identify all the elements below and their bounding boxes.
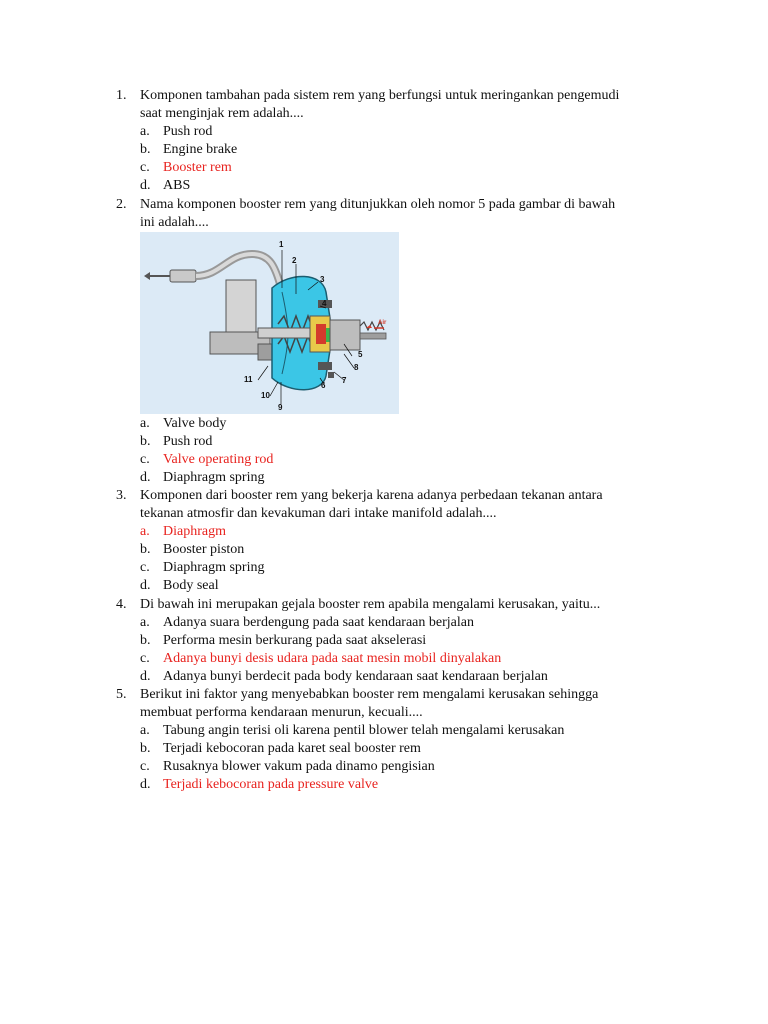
option-letter: d. bbox=[140, 578, 151, 593]
diagram-label-2: 2 bbox=[292, 256, 297, 265]
question-text: Komponen tambahan pada sistem rem yang berfungsi untuk meringankan pengemudi bbox=[140, 88, 620, 103]
option-text: Performa mesin berkurang pada saat akselerasi bbox=[163, 633, 427, 648]
brake-booster-diagram bbox=[140, 232, 399, 414]
option-letter: a. bbox=[140, 723, 150, 738]
question-text: Komponen dari booster rem yang bekerja karena adanya perbedaan tekanan antara bbox=[140, 488, 603, 503]
option-text: Push rod bbox=[163, 434, 213, 449]
question-4 bbox=[0, 596, 768, 686]
option-letter: b. bbox=[140, 542, 151, 557]
option-text-correct: Valve operating rod bbox=[163, 452, 274, 467]
option-text: Adanya bunyi berdecit pada body kendaraan saat kendaraan berjalan bbox=[163, 669, 548, 684]
question-number: 3. bbox=[116, 488, 127, 503]
option-text-correct: Diaphragm bbox=[163, 524, 226, 539]
question-number: 4. bbox=[116, 597, 127, 612]
diagram-label-air: Air bbox=[378, 320, 387, 326]
question-2-options bbox=[0, 415, 768, 487]
option-letter: b. bbox=[140, 142, 151, 157]
option-text: Push rod bbox=[163, 124, 213, 139]
diagram-label-5: 5 bbox=[358, 350, 363, 359]
option-b bbox=[0, 541, 768, 559]
option-a-answer bbox=[0, 523, 768, 541]
option-c bbox=[0, 559, 768, 577]
option-text: Rusaknya blower vakum pada dinamo pengisian bbox=[163, 759, 435, 774]
question-number: 1. bbox=[116, 88, 127, 103]
option-letter: a. bbox=[140, 615, 150, 630]
option-b bbox=[0, 740, 768, 758]
option-c bbox=[0, 758, 768, 776]
option-letter: b. bbox=[140, 633, 151, 648]
option-letter: d. bbox=[140, 669, 151, 684]
option-text: Engine brake bbox=[163, 142, 238, 157]
option-a bbox=[0, 415, 768, 433]
option-letter: c. bbox=[140, 651, 150, 666]
option-d-answer bbox=[0, 776, 768, 794]
option-a bbox=[0, 614, 768, 632]
option-d bbox=[0, 577, 768, 595]
option-a bbox=[0, 123, 768, 141]
option-text: Terjadi kebocoran pada karet seal booster rem bbox=[163, 741, 421, 756]
diagram-label-6: 6 bbox=[321, 381, 326, 390]
option-text: Diaphragm spring bbox=[163, 560, 265, 575]
option-c-answer bbox=[0, 451, 768, 469]
option-letter: c. bbox=[140, 759, 150, 774]
diagram-label-7: 7 bbox=[342, 376, 347, 385]
option-text: Booster piston bbox=[163, 542, 245, 557]
question-text: Nama komponen booster rem yang ditunjukkan oleh nomor 5 pada gambar di bawah bbox=[140, 197, 616, 212]
option-letter: d. bbox=[140, 777, 151, 792]
question-text: Berikut ini faktor yang menyebabkan booster rem mengalami kerusakan sehingga bbox=[140, 687, 599, 702]
option-letter: d. bbox=[140, 178, 151, 193]
question-5 bbox=[0, 686, 768, 794]
question-3 bbox=[0, 487, 768, 595]
option-b bbox=[0, 632, 768, 650]
question-number: 5. bbox=[116, 687, 127, 702]
option-text-correct: Adanya bunyi desis udara pada saat mesin mobil dinyalakan bbox=[163, 651, 502, 666]
question-text: ini adalah.... bbox=[140, 215, 209, 230]
option-d bbox=[0, 177, 768, 195]
option-d bbox=[0, 668, 768, 686]
option-text-correct: Terjadi kebocoran pada pressure valve bbox=[163, 777, 379, 792]
option-a bbox=[0, 722, 768, 740]
diagram-label-4: 4 bbox=[322, 299, 327, 308]
diagram-label-1: 1 bbox=[279, 240, 284, 249]
option-b bbox=[0, 433, 768, 451]
option-letter: d. bbox=[140, 470, 151, 485]
question-text: Di bawah ini merupakan gejala booster rem apabila mengalami kerusakan, yaitu... bbox=[140, 597, 601, 612]
option-text: ABS bbox=[163, 178, 191, 193]
question-text: saat menginjak rem adalah.... bbox=[140, 106, 304, 121]
option-letter: c. bbox=[140, 452, 150, 467]
option-text: Tabung angin terisi oli karena pentil blower telah mengalami kerusakan bbox=[163, 723, 565, 738]
option-c-answer bbox=[0, 650, 768, 668]
option-letter: a. bbox=[140, 416, 150, 431]
option-text: Adanya suara berdengung pada saat kendaraan berjalan bbox=[163, 615, 474, 630]
option-letter: b. bbox=[140, 434, 151, 449]
option-letter: a. bbox=[140, 124, 150, 139]
option-d bbox=[0, 469, 768, 487]
diagram-label-9: 9 bbox=[278, 403, 283, 412]
question-number: 2. bbox=[116, 197, 127, 212]
question-1 bbox=[0, 87, 768, 195]
option-text: Diaphragm spring bbox=[163, 470, 265, 485]
option-letter: b. bbox=[140, 741, 151, 756]
option-text: Body seal bbox=[163, 578, 219, 593]
option-letter: a. bbox=[140, 524, 150, 539]
option-b bbox=[0, 141, 768, 159]
option-letter: c. bbox=[140, 560, 150, 575]
diagram-label-3: 3 bbox=[320, 275, 325, 284]
question-text: tekanan atmosfir dan kevakuman dari intake manifold adalah.... bbox=[140, 506, 497, 521]
question-2 bbox=[0, 196, 768, 232]
option-letter: c. bbox=[140, 160, 150, 175]
diagram-label-8: 8 bbox=[354, 363, 359, 372]
diagram-label-10: 10 bbox=[261, 391, 270, 400]
option-c-answer bbox=[0, 159, 768, 177]
diagram-label-11: 11 bbox=[244, 375, 253, 384]
option-text: Valve body bbox=[163, 416, 227, 431]
question-text: membuat performa kendaraan menurun, kecuali.... bbox=[140, 705, 423, 720]
option-text-correct: Booster rem bbox=[163, 160, 232, 175]
